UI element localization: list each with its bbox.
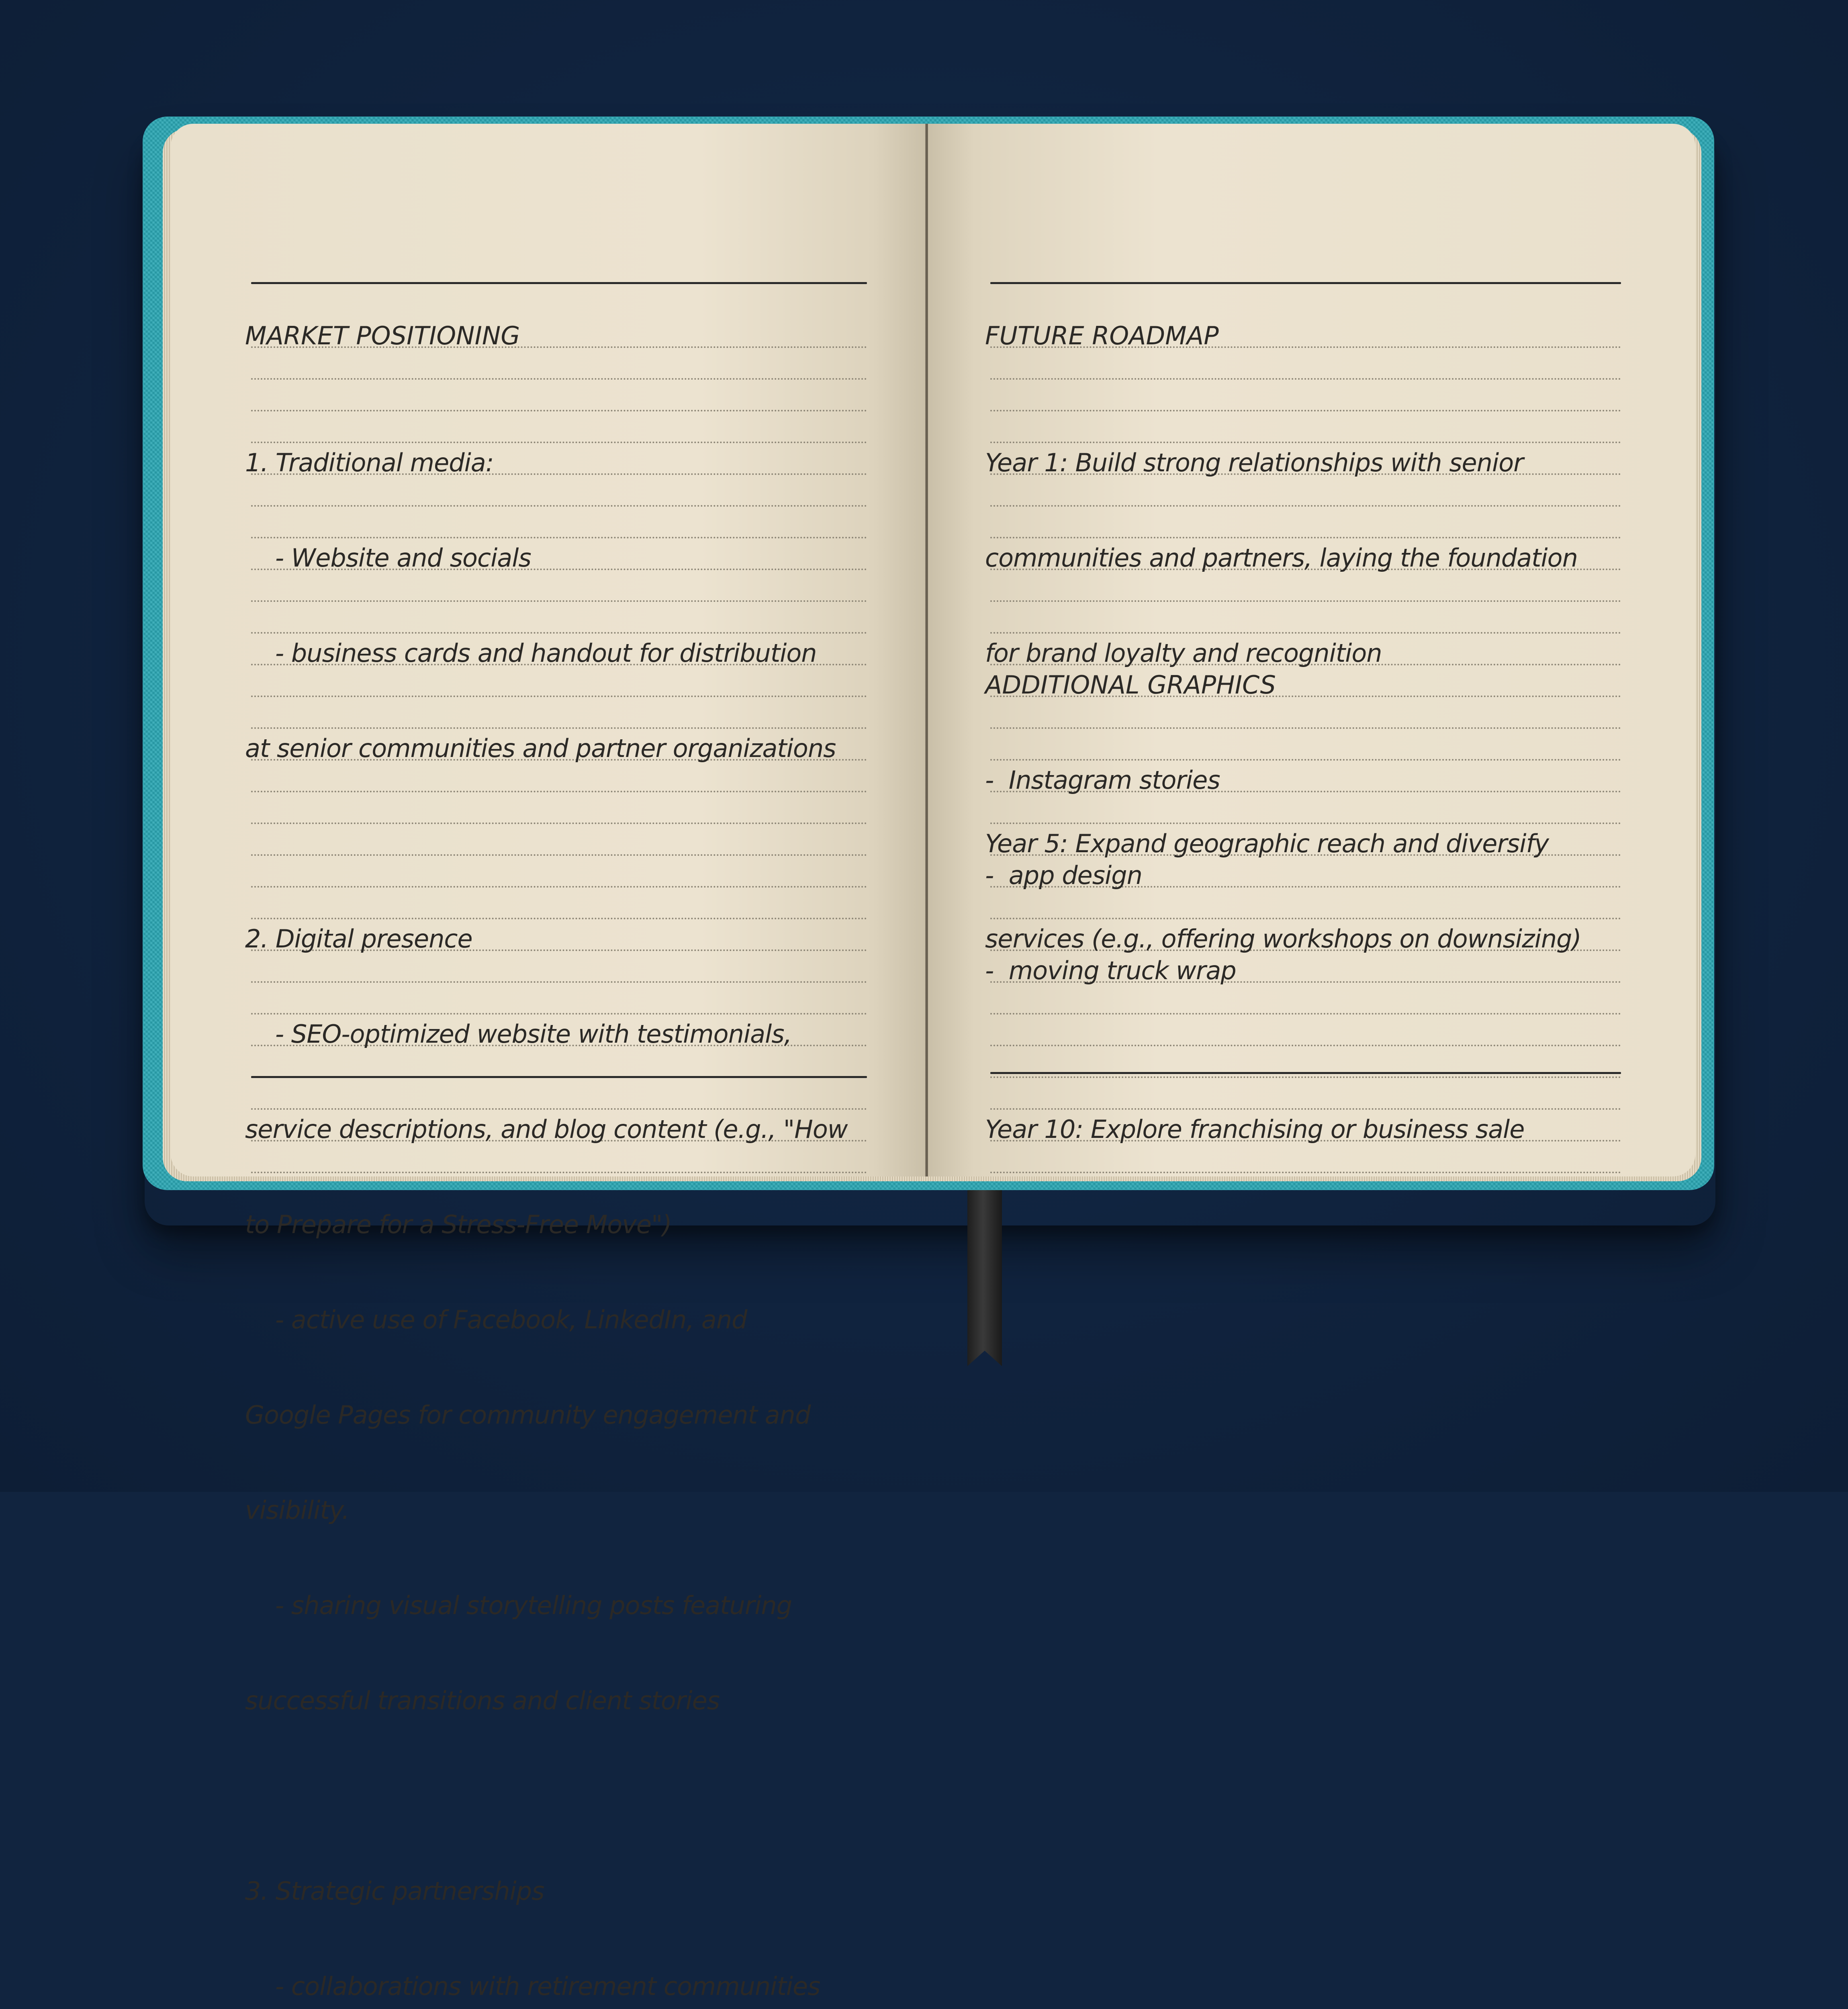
note-line: service descriptions, and blog content (e.g., "How (245, 1115, 848, 1144)
note-line: to Prepare for a Stress-Free Move") (245, 1210, 672, 1239)
list-item: - moving truck wrap (985, 956, 1236, 985)
note-line: 3. Strategic partnerships (245, 1876, 544, 1906)
note-line: - sharing visual storytelling posts featuring (245, 1591, 792, 1620)
top-rule (990, 282, 1621, 284)
note-line: successful transitions and client stories (245, 1686, 720, 1715)
bottom-rule (990, 1072, 1621, 1074)
additional-graphics-heading: ADDITIONAL GRAPHICS (985, 670, 1276, 700)
note-line: - SEO-optimized website with testimonials, (245, 1019, 792, 1049)
note-line: Year 5: Expand geographic reach and diversify (985, 829, 1549, 858)
note-line: at senior communities and partner organizations (245, 734, 836, 763)
note-line (245, 1780, 848, 1812)
note-line: Year 1: Build strong relationships with senior (985, 448, 1523, 477)
top-rule (251, 282, 867, 284)
market-positioning-notes (245, 383, 848, 2009)
additional-graphics-list (985, 701, 1236, 1050)
note-line: 1. Traditional media: (245, 448, 494, 477)
note-line: - active use of Facebook, LinkedIn, and (245, 1305, 747, 1334)
note-line: services (e.g., offering workshops on downsizing) (985, 924, 1581, 953)
future-roadmap-heading: FUTURE ROADMAP (985, 321, 1219, 350)
note-line: - collaborations with retirement communities (245, 1972, 820, 2001)
note-line: communities and partners, laying the foundation (985, 543, 1578, 573)
market-positioning-heading: MARKET POSITIONING (245, 321, 520, 350)
note-line: Year 10: Explore franchising or business sale (985, 1115, 1525, 1144)
note-line: Google Pages for community engagement and (245, 1400, 811, 1430)
note-line: visibility. (245, 1495, 350, 1525)
bottom-rule (251, 1076, 867, 1078)
note-line: 2. Digital presence (245, 924, 472, 953)
note-line: - business cards and handout for distribution (245, 638, 817, 668)
note-line: for brand loyalty and recognition (985, 638, 1382, 668)
left-page (171, 124, 926, 2001)
right-page (928, 124, 1695, 1176)
note-line (245, 828, 848, 859)
list-item: - app design (985, 861, 1142, 890)
note-line: - Website and socials (245, 543, 531, 573)
list-item: - Instagram stories (985, 765, 1220, 795)
